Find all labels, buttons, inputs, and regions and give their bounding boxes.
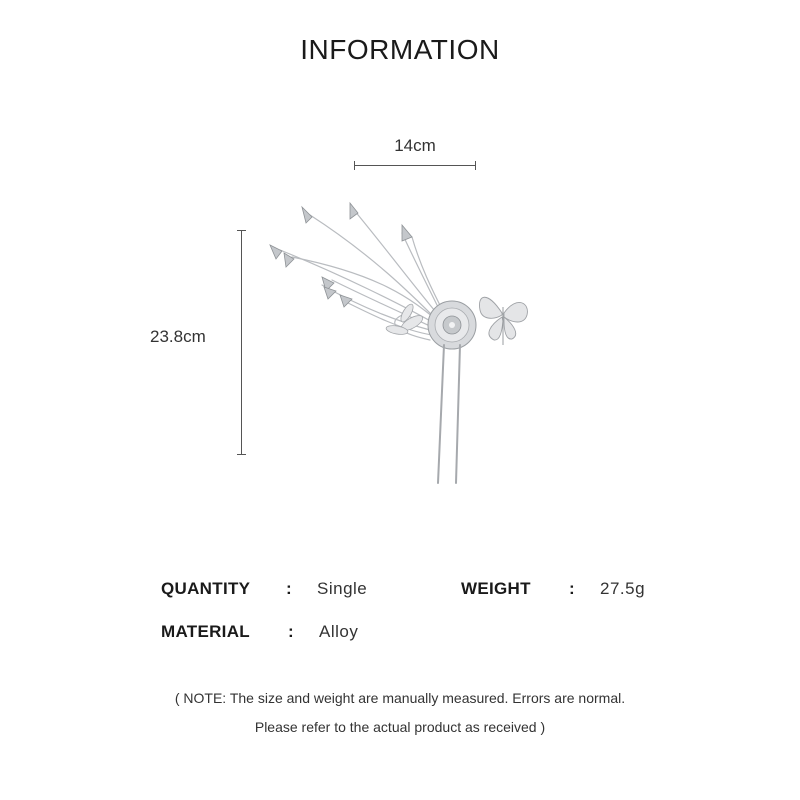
width-dimension-line [354, 165, 476, 166]
weight-value: 27.5g [600, 579, 646, 598]
note-line-2: Please refer to the actual product as received ) [254, 719, 546, 735]
quantity-label: QUANTITY [161, 579, 251, 598]
height-dimension-label: 23.8cm [150, 327, 206, 346]
note-line-1: ( NOTE: The size and weight are manually measured. Errors are normal. [174, 690, 626, 706]
width-dimension-label: 14cm [394, 136, 436, 155]
quantity-colon: : [286, 579, 292, 598]
weight-colon: : [569, 579, 575, 598]
height-dimension-line [241, 230, 242, 455]
page-title: INFORMATION [300, 34, 500, 65]
quantity-value: Single [317, 579, 368, 598]
material-label: MATERIAL [161, 622, 250, 641]
material-value: Alloy [319, 622, 359, 641]
silver-butterfly-hairpin-icon [262, 195, 542, 490]
material-colon: : [288, 622, 294, 641]
weight-label: WEIGHT [461, 579, 531, 598]
